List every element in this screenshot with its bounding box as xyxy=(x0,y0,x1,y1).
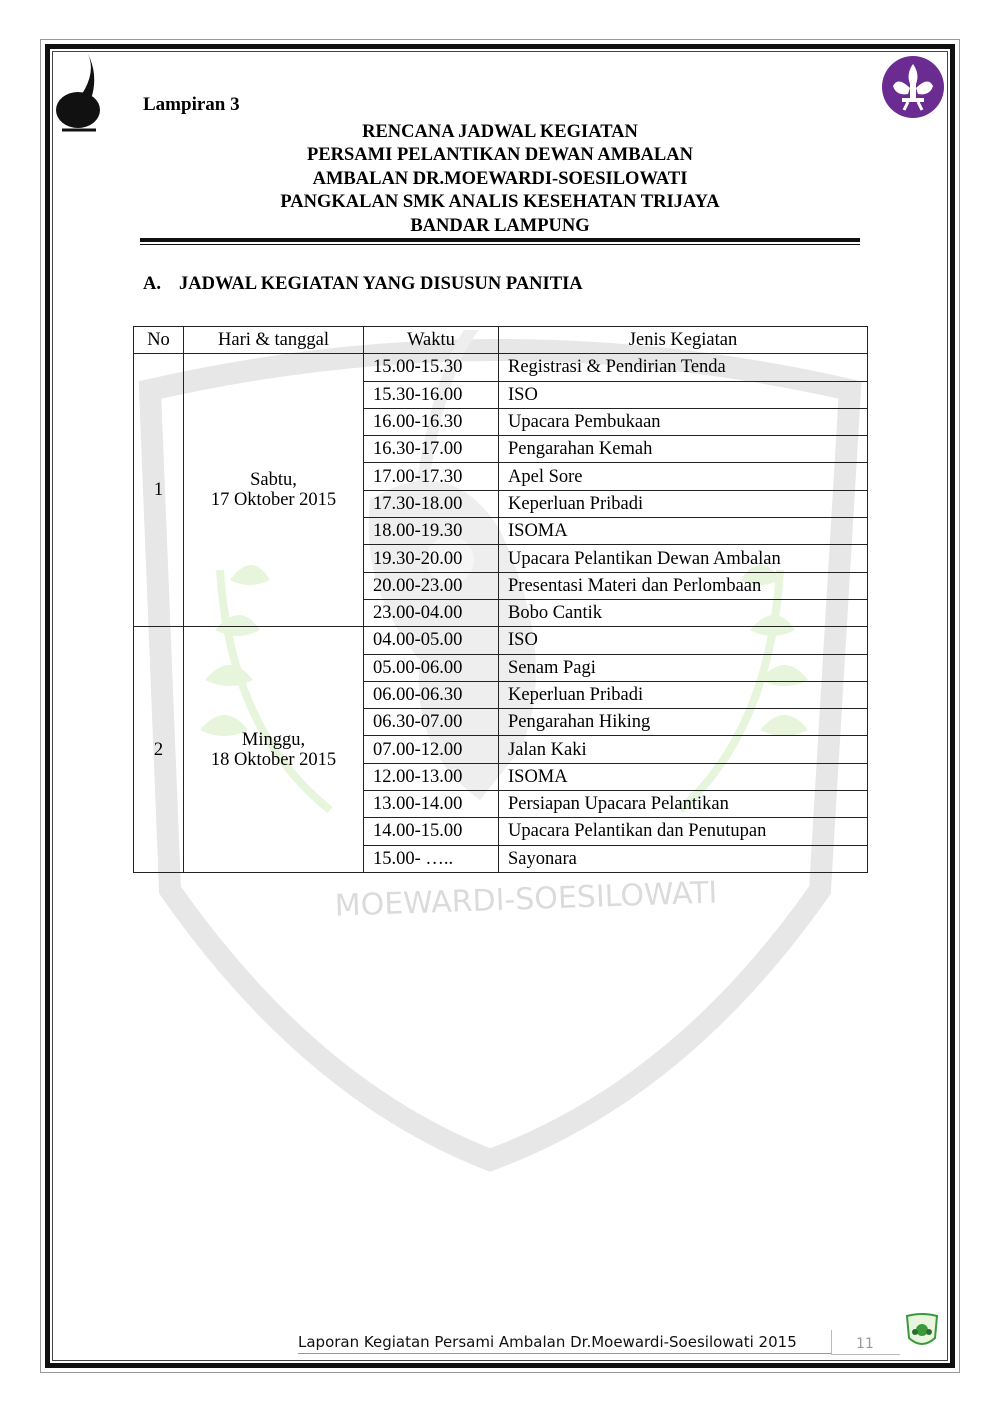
activity-cell: Keperluan Pribadi xyxy=(499,681,868,708)
time-cell: 17.30-18.00 xyxy=(364,490,499,517)
time-cell: 04.00-05.00 xyxy=(364,627,499,654)
time-cell: 16.30-17.00 xyxy=(364,436,499,463)
schedule-body xyxy=(134,354,868,873)
day-date-cell xyxy=(184,354,364,627)
activity-cell: Bobo Cantik xyxy=(499,599,868,626)
time-cell: 20.00-23.00 xyxy=(364,572,499,599)
activity-cell: Registrasi & Pendirian Tenda xyxy=(499,354,868,381)
time-cell: 06.30-07.00 xyxy=(364,709,499,736)
footer-text: Laporan Kegiatan Persami Ambalan Dr.Moewardi-Soesilowati 2015 xyxy=(298,1333,797,1351)
activity-cell: Upacara Pelantikan Dewan Ambalan xyxy=(499,545,868,572)
time-cell: 06.00-06.30 xyxy=(364,681,499,708)
time-cell: 15.30-16.00 xyxy=(364,381,499,408)
table-row xyxy=(134,627,868,654)
section-title: JADWAL KEGIATAN YANG DISUSUN PANITIA xyxy=(179,274,583,294)
document-title xyxy=(140,121,860,238)
header-no: No xyxy=(134,327,184,354)
time-cell: 23.00-04.00 xyxy=(364,599,499,626)
activity-cell: Sayonara xyxy=(499,845,868,872)
footer-divider xyxy=(298,1353,831,1354)
activity-cell: Apel Sore xyxy=(499,463,868,490)
time-cell: 15.00-15.30 xyxy=(364,354,499,381)
time-cell: 17.00-17.30 xyxy=(364,463,499,490)
day-number-cell: 2 xyxy=(134,627,184,873)
activity-cell: Pengarahan Hiking xyxy=(499,709,868,736)
time-cell: 14.00-15.00 xyxy=(364,818,499,845)
activity-cell: ISO xyxy=(499,627,868,654)
fleur-de-lis-icon xyxy=(880,54,946,120)
title-line: PERSAMI PELANTIKAN DEWAN AMBALAN xyxy=(307,145,693,166)
activity-cell: Pengarahan Kemah xyxy=(499,436,868,463)
time-cell: 16.00-16.30 xyxy=(364,408,499,435)
day-name: Minggu, xyxy=(241,729,306,750)
activity-cell: Senam Pagi xyxy=(499,654,868,681)
activity-cell: Keperluan Pribadi xyxy=(499,490,868,517)
time-cell: 19.30-20.00 xyxy=(364,545,499,572)
title-line: PANGKALAN SMK ANALIS KESEHATAN TRIJAYA xyxy=(280,192,720,213)
activity-cell: Upacara Pelantikan dan Penutupan xyxy=(499,818,868,845)
activity-cell: ISO xyxy=(499,381,868,408)
day-name: Sabtu, xyxy=(250,470,297,491)
title-divider-thin xyxy=(140,244,860,245)
time-cell: 12.00-13.00 xyxy=(364,763,499,790)
activity-cell: Persiapan Upacara Pelantikan xyxy=(499,791,868,818)
activity-cell: Jalan Kaki xyxy=(499,736,868,763)
section-number: A. xyxy=(143,274,161,294)
header-day-date: Hari & tanggal xyxy=(184,327,364,354)
tunas-kelapa-icon xyxy=(52,52,104,134)
time-cell: 18.00-19.30 xyxy=(364,518,499,545)
time-cell: 05.00-06.00 xyxy=(364,654,499,681)
activity-cell: ISOMA xyxy=(499,518,868,545)
title-line: BANDAR LAMPUNG xyxy=(410,215,590,236)
lampiran-label: Lampiran 3 xyxy=(143,94,240,115)
day-date-cell xyxy=(184,627,364,873)
header-activity: Jenis Kegiatan xyxy=(499,327,868,354)
school-emblem-icon xyxy=(904,1312,940,1352)
activity-cell: Presentasi Materi dan Perlombaan xyxy=(499,572,868,599)
activity-cell: ISOMA xyxy=(499,763,868,790)
time-cell: 07.00-12.00 xyxy=(364,736,499,763)
table-header-row xyxy=(134,327,868,354)
header-time: Waktu xyxy=(364,327,499,354)
activity-cell: Upacara Pembukaan xyxy=(499,408,868,435)
schedule-table xyxy=(133,326,868,873)
time-cell: 15.00- ….. xyxy=(364,845,499,872)
watermark-text: MOEWARDI-SOESILOWATI xyxy=(334,875,718,924)
day-date: 17 Oktober 2015 xyxy=(210,490,337,511)
title-line: AMBALAN DR.MOEWARDI-SOESILOWATI xyxy=(312,168,688,189)
page-number: 11 xyxy=(856,1336,874,1352)
day-date: 18 Oktober 2015 xyxy=(210,749,337,770)
title-divider xyxy=(140,238,860,242)
section-heading xyxy=(143,274,583,295)
table-row xyxy=(134,354,868,381)
time-cell: 13.00-14.00 xyxy=(364,791,499,818)
day-number-cell: 1 xyxy=(134,354,184,627)
title-line: RENCANA JADWAL KEGIATAN xyxy=(362,122,638,142)
